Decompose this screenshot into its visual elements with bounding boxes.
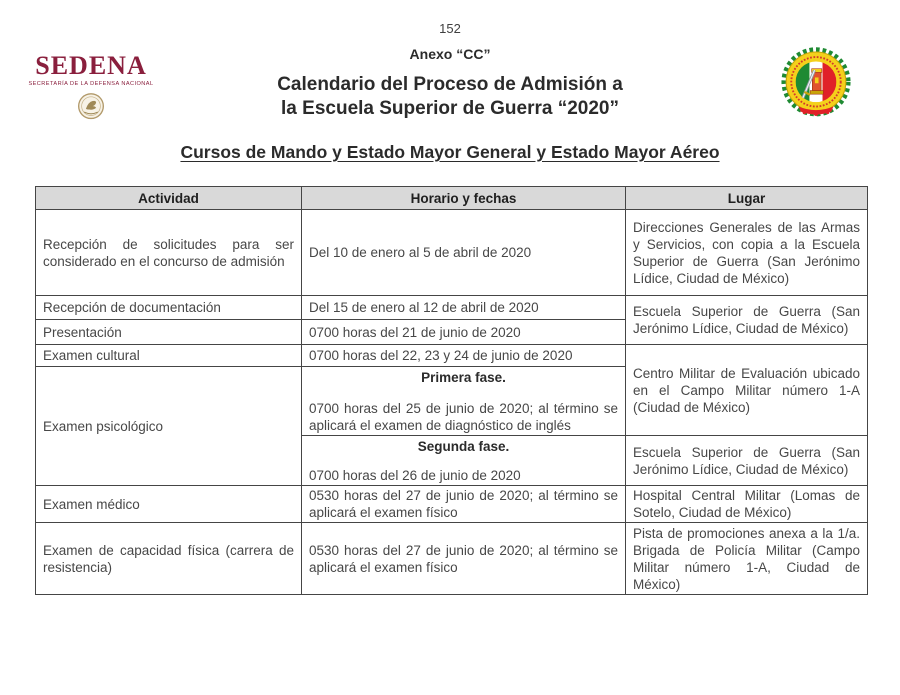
cell-actividad: Examen de capacidad física (carrera de resistencia) [36, 523, 302, 595]
cell-horario: Del 10 de enero al 5 de abril de 2020 [302, 210, 626, 296]
cell-lugar: Direcciones Generales de las Armas y Servicios, con copia a la Escuela Superior de Guerra (San Jerónimo Lídice, Ciudad de México) [626, 210, 868, 296]
document-subtitle: Cursos de Mando y Estado Mayor General y Estado Mayor Aéreo [180, 142, 720, 162]
cell-actividad: Presentación [36, 320, 302, 345]
title-line1: Calendario del Proceso de Admisión a [277, 74, 623, 95]
cell-actividad: Examen médico [36, 486, 302, 523]
title-line2: la Escuela Superior de Guerra “2020” [281, 98, 619, 119]
cell-actividad: Recepción de solicitudes para ser considerado en el concurso de admisión [36, 210, 302, 296]
table-row-examen-cultural [36, 345, 868, 367]
table-row-recepcion-solicitudes [36, 210, 868, 296]
fase-title: Primera fase. [421, 370, 506, 385]
cell-horario: 0530 horas del 27 de junio de 2020; al término se aplicará el examen físico [302, 523, 626, 595]
spacer [309, 455, 618, 467]
table-row-recepcion-documentacion [36, 296, 868, 320]
cell-lugar: Hospital Central Militar (Lomas de Sotelo, Ciudad de México) [626, 486, 868, 523]
calendar-table-container [35, 186, 867, 595]
cell-actividad: Examen cultural [36, 345, 302, 367]
page-number: 152 [439, 21, 461, 36]
cell-actividad-merged: Examen psicológico [36, 367, 302, 486]
column-header-horario: Horario y fechas [302, 187, 626, 210]
annex-label: Anexo “CC” [409, 46, 491, 62]
cell-lugar: Escuela Superior de Guerra (San Jerónimo Lídice, Ciudad de México) [626, 436, 868, 486]
document-title [0, 73, 900, 121]
cell-actividad: Recepción de documentación [36, 296, 302, 320]
cell-horario: 0700 horas del 22, 23 y 24 de junio de 2020 [302, 345, 626, 367]
table-header-row [36, 187, 868, 210]
fase-text: 0700 horas del 26 de junio de 2020 [309, 468, 521, 483]
spacer [309, 386, 618, 400]
column-header-actividad: Actividad [36, 187, 302, 210]
cell-horario: 0700 horas del 21 de junio de 2020 [302, 320, 626, 345]
cell-horario: Del 15 de enero al 12 de abril de 2020 [302, 296, 626, 320]
cell-horario-segunda-fase [302, 436, 626, 486]
admission-calendar-table [35, 186, 868, 595]
fase-title: Segunda fase. [417, 439, 510, 454]
cell-horario: 0530 horas del 27 de junio de 2020; al término se aplicará el examen físico [302, 486, 626, 523]
cell-horario-primera-fase [302, 367, 626, 436]
cell-lugar: Pista de promociones anexa a la 1/a. Brigada de Policía Militar (Campo Militar número 1-A, Ciudad de México) [626, 523, 868, 595]
table-row-examen-medico [36, 486, 868, 523]
sedena-wordmark: SEDENA [35, 51, 147, 80]
cell-lugar-merged: Centro Militar de Evaluación ubicado en el Campo Militar número 1-A (Ciudad de México) [626, 345, 868, 436]
column-header-lugar: Lugar [626, 187, 868, 210]
sedena-caption: SECRETARÍA DE LA DEFENSA NACIONAL [28, 81, 154, 87]
cell-lugar-merged: Escuela Superior de Guerra (San Jerónimo Lídice, Ciudad de México) [626, 296, 868, 345]
table-row-examen-capacidad-fisica [36, 523, 868, 595]
fase-text: 0700 horas del 25 de junio de 2020; al término se aplicará el examen de diagnóstico de inglés [309, 401, 618, 433]
